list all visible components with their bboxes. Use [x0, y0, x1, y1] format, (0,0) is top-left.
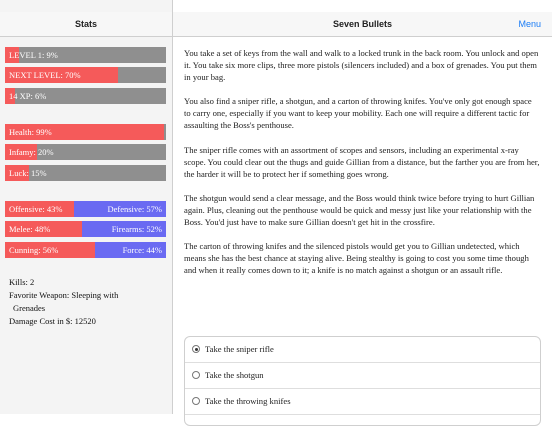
- kills-text: Kills: 2: [9, 277, 35, 287]
- story-title: Seven Bullets: [332, 19, 393, 29]
- radio-selected-icon[interactable]: [192, 345, 200, 353]
- choice-shotgun[interactable]: [185, 363, 540, 389]
- stats-summary: [9, 276, 169, 328]
- story-text: [184, 47, 540, 288]
- story-pane: [173, 0, 552, 414]
- stat-label: Luck: 15%: [9, 168, 47, 178]
- choice-label: Take the throwing knifes: [205, 396, 291, 406]
- stat-label: Infamy: 20%: [9, 147, 54, 157]
- stat-bar-cunning-force: [5, 242, 166, 258]
- stat-label: 14 XP: 6%: [9, 91, 47, 101]
- menu-button[interactable]: Menu: [518, 19, 541, 29]
- story-paragraph: The shotgun would send a clear message, and the Boss would think twice before trying to hurt Gillian again. Plus, cleaning out the penthouse would be quick and messy just like your relationship with the Boss. You'd just have to make sure Gillian doesn't get hit in the crossfire.: [184, 192, 535, 228]
- story-paragraph: You also find a sniper rifle, a shotgun, and a carton of throwing knifes. You've only got enough space to carry one, especially if you want to keep your mobility. Each one will require a different tactic for assaulting the Boss's penthouse.: [184, 96, 532, 131]
- stat-bar-luck: [5, 165, 166, 181]
- choice-list: [184, 336, 541, 426]
- stat-bar-melee-firearms: [5, 221, 166, 237]
- stat-label-right: Force: 44%: [122, 245, 162, 255]
- stat-label-left: Cunning: 56%: [9, 245, 59, 255]
- stat-bar-next-level: [5, 67, 166, 83]
- stats-title: Stats: [74, 19, 97, 29]
- story-paragraph: The sniper rifle comes with an assortment of scopes and sensors, including an experimental x-ray scope. You could clear out the thugs and guide Gillian from a distance, but the farther you are from her, the harder it will be to protect her if something goes wrong.: [184, 144, 540, 179]
- choice-label: Take the sniper rifle: [205, 344, 274, 354]
- stat-bar-xp: [5, 88, 166, 104]
- stat-bar-offensive-defensive: [5, 201, 166, 217]
- stat-label-left: Offensive: 43%: [9, 204, 63, 214]
- stat-label: LEVEL 1: 9%: [9, 50, 58, 60]
- stat-bar-health: [5, 124, 166, 140]
- stats-pane: [0, 0, 173, 414]
- choice-throwing-knifes[interactable]: [185, 389, 540, 415]
- radio-icon[interactable]: [192, 371, 200, 379]
- stat-label-right: Firearms: 52%: [111, 224, 162, 234]
- choice-sniper-rifle[interactable]: [185, 337, 540, 363]
- stat-bar-infamy: [5, 144, 166, 160]
- choice-label: Take the shotgun: [205, 370, 264, 380]
- radio-icon[interactable]: [192, 397, 200, 405]
- stat-label-right: Defensive: 57%: [107, 204, 162, 214]
- favorite-weapon-text: Favorite Weapon: Sleeping with: [9, 290, 119, 300]
- stats-nav-bar: [0, 12, 172, 37]
- stat-label-left: Melee: 48%: [9, 224, 51, 234]
- story-paragraph: The carton of throwing knifes and the silenced pistols would get you to Gillian undetected, which means she has the best chance at staying alive. Being stealthy is going to cost you some time though and when it really comes down to it; a knife is no match against a shotgun or an assault rifle.: [184, 241, 529, 276]
- stat-bar-level: [5, 47, 166, 63]
- story-paragraph: You take a set of keys from the wall and walk to a locked trunk in the back room. You unlock and open it. You take six more clips, three more pistols (silencers included) and a box of grenades. You put them in your bag.: [184, 48, 539, 83]
- stat-label: NEXT LEVEL: 70%: [9, 70, 81, 80]
- story-nav-bar: [173, 12, 552, 37]
- stat-label: Health: 99%: [9, 127, 52, 137]
- favorite-weapon-text-cont: Grenades: [13, 303, 46, 313]
- damage-cost-text: Damage Cost in $: 12520: [9, 316, 96, 326]
